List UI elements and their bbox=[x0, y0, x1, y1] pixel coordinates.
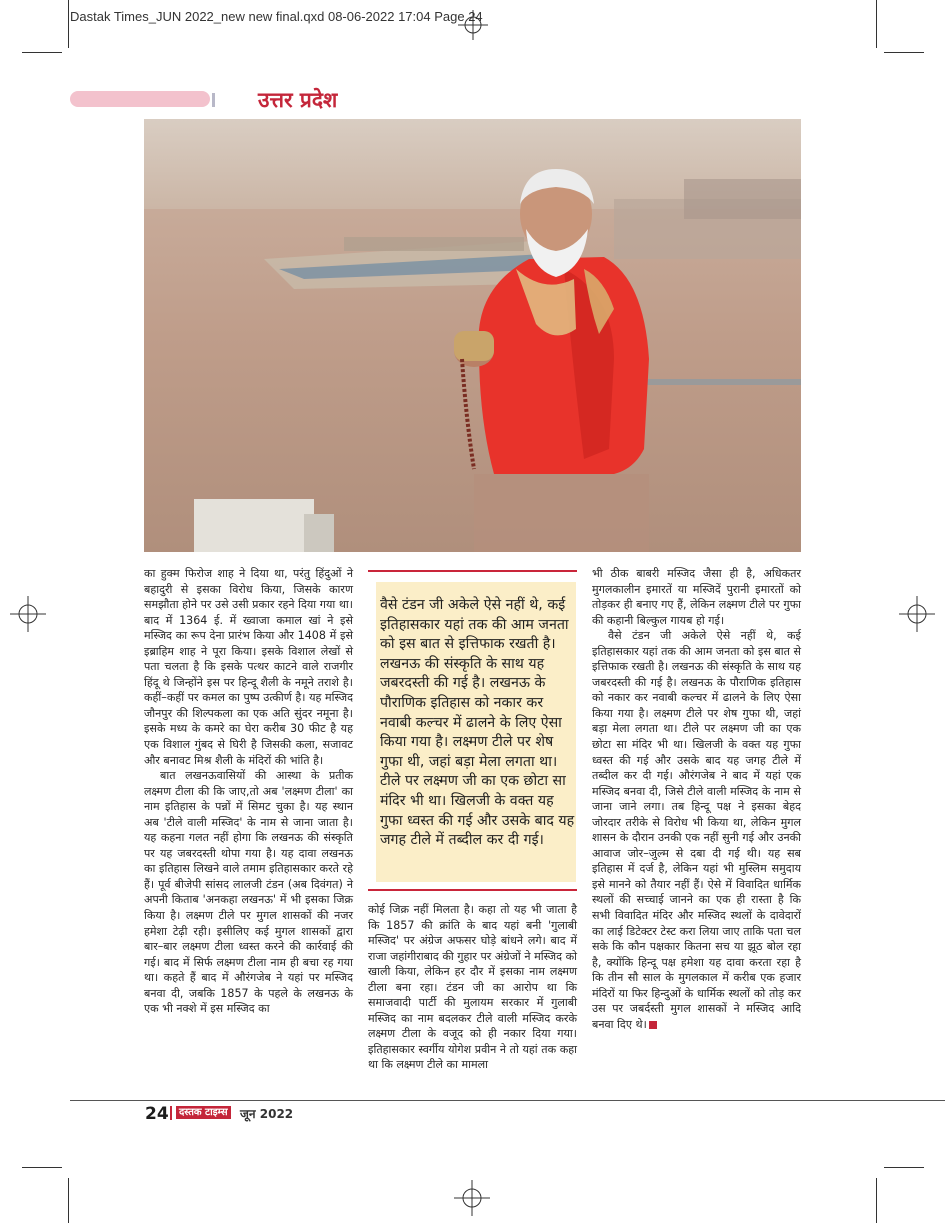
photo-icon bbox=[144, 119, 801, 552]
footer-divider bbox=[170, 1106, 172, 1120]
closing-paragraph-text: वैसे टंडन जी अकेले ऐसे नहीं थे, कई इतिहासकार यहां तक की आम जनता को इस बात से इत्तिफाक रखती है। लखनऊ की संस्कृति के साथ यह जबरदस्ती की गई है। लखनऊ के पौराणिक इतिहास को नकार कर नवाबी कल्चर में ढालने के लिए ऐसा किया गया है। लक्ष्मण टीले पर शेष गुफा थी, जहां बड़ा मेला लगता था। टीले पर लक्ष्मण जी का एक छोटा सा मंदिर भी था। खिलजी के वक्त यह गुफा ध्वस्त की गई और उसके बाद यह जगह टीले में तब्दील कर दी गई। औरंगजेब ने बाद में यहां एक मस्जिद बनवा दी, जिसे टीले वाली मस्जिद के नाम से जाना जाने लगा। तब हिन्दू पक्ष ने इसका बेहद जोरदार तरीके से विरोध भी किया था, लेकिन मुगल शासन के दौरान उनकी एक नहीं सुनी गई और उनकी आवाज जोर–जुल्म से दबा दी गई थी। यह सब इतिहास में दर्ज है, लेकिन यहां भी मुस्लिम समुदाय इसे मानने को तैयार नहीं हैं। ऐसे में विवादित धार्मिक स्थलों की सच्चाई जानने का एक ही रास्ता है कि सभी विवादित मंदिर और मस्जिद स्थलों के दावेदारों का लाई डिटेक्टर टेस्ट करा लिया जाए ताकि पता चल सके कि कौन पक्षकार कितना सच या झूठ बोल रहा है, क्योंकि हिन्दू पक्ष हमेशा यह दावा करता रहा है कि तीन सौ साल के मुगलकाल में करीब एक हजार मंदिरों या फिर हिन्दुओं के धार्मिक स्थलों को तोड़ कर उस पर जबर्दस्ती मुगल शासकों ने मस्जिद आदि बनवा दिए थे। bbox=[592, 629, 801, 1031]
article-column-left bbox=[144, 566, 353, 1017]
section-separator bbox=[212, 93, 215, 107]
pullquote-rule-bottom bbox=[368, 889, 577, 891]
pullquote-text: वैसे टंडन जी अकेले ऐसे नहीं थे, कई इतिहासकार यहां तक की आम जनता को इस बात से इत्तिफाक रखती है। लखनऊ की संस्कृति के साथ यह जबरदस्ती की गई है। लखनऊ के पौराणिक इतिहास को नकार कर नवाबी कल्चर में ढालने के लिए ऐसा किया गया है। लक्ष्मण टीले पर शेष गुफा थी, जहां बड़ा मेला लगता था। टीले पर लक्ष्मण जी का एक छोटा सा मंदिर भी था। खिलजी के वक्त यह गुफा ध्वस्त की गई और उसके बाद यह जगह टीले में तब्दील कर दी गई। bbox=[380, 597, 575, 849]
article-column-middle bbox=[368, 902, 577, 1073]
page-number: 24 bbox=[145, 1104, 169, 1124]
end-mark-icon bbox=[649, 1021, 657, 1029]
pullquote-rule-top bbox=[368, 570, 577, 572]
article-column-right bbox=[592, 566, 801, 1032]
paragraph: कोई जिक्र नहीं मिलता है। कहा तो यह भी जाता है कि 1857 की क्रांति के बाद यहां बनी 'गुलाबी मस्जिद' पर अंग्रेज अफसर घोड़े बांधने लगे। बाद में राजा जहांगीराबाद की गुहार पर अंग्रेजों ने मस्जिद को खाली किया, लेकिन हर दौर में इसका नाम लक्ष्मण टीला बना रहा। टंडन जी का आरोप था कि समाजवादी पार्टी की मुलायम सरकार में गुलाबी मस्जिद का नाम बदलकर टीले वाली मस्जिद करके लक्ष्मण टीला के वजूद को ही नकार दिया गया। इतिहासकार स्वर्गीय योगेश प्रवीन ने तो यहां तक कहा था कि लक्ष्मण टीले का मामला bbox=[368, 903, 577, 1072]
issue-date: जून 2022 bbox=[240, 1107, 294, 1121]
footer-rule bbox=[70, 1100, 945, 1101]
paragraph bbox=[592, 628, 801, 1032]
magazine-logo: दस्तक टाइम्स bbox=[176, 1106, 231, 1119]
section-title: उत्तर प्रदेश bbox=[258, 88, 338, 112]
registration-mark-icon bbox=[454, 1180, 490, 1216]
registration-mark-icon bbox=[458, 10, 488, 40]
printer-slug: Dastak Times_JUN 2022_new new final.qxd 08-06-2022 17:04 Page 24 bbox=[70, 9, 483, 24]
paragraph: भी ठीक बाबरी मस्जिद जैसा ही है, अधिकतर मुगलकालीन इमारतें या मस्जिदें पुरानी इमारतों को तोड़कर ही बनाए गए हैं, लेकिन लक्ष्मण टीले पर गुफा की कहानी बिल्कुल गायब हो गई। bbox=[592, 567, 801, 627]
section-color-bar bbox=[70, 91, 210, 107]
paragraph: का हुक्म फिरोज शाह ने दिया था, परंतु हिंदुओं ने बहादुरी से इसका विरोध किया, जिसके कारण समझौता होने पर उसे उसी प्रकार रहने दिया गया था। बाद में 1364 ई. में ख्वाजा कमाल खां ने इसे मस्जिद का रूप देना प्रारंभ किया और 1408 में इसे इब्राहिम शाह ने पूरा किया। इसके विशाल लेखों से पता चलता है कि इसके पत्थर काटने वाले राजगीर हिंदू थे जिन्होंने इस पर हिन्दू शैली के नमूने तराशे है। कहीं–कहीं पर कमल का पुष्प उत्कीर्ण है। यह मस्जिद जौनपुर की शिल्पकला का एक अति सुंदर नमूना है। इसके मध्य के कमरे का घेरा करीब 30 फीट है यह एक विशाल गुंबद से घिरी है जिसकी कला, सजावट और बनावट मिश्र शैली के मंदिरों की भांति है। bbox=[144, 567, 353, 767]
registration-mark-icon bbox=[899, 596, 935, 632]
paragraph: बात लखनऊवासियों की आस्था के प्रतीक लक्ष्मण टीला की कि जाए,तो अब 'लक्ष्मण टीला' का नाम इतिहास के पन्नों में सिमट चुका है। यह स्थान अब 'टीले वाली मस्जिद' के नाम से जाना जाता है। यह कहना गलत नहीं होगा कि लखनऊ की संस्कृति पर यह जबरदस्ती थोपा गया है। यह दावा लखनऊ का इतिहास लिखने वाले तमाम इतिहासकार करते रहे हैं। पूर्व बीजेपी सांसद लालजी टंडन (अब दिवंगत) ने अपनी किताब 'अनकहा लखनऊ' में भी इसका जिक्र किया है। लक्ष्मण टीले पर मुगल शासकों की नजर हमेशा टेढ़ी रही। इसीलिए कई मुगल शासकों द्वारा बार–बार लक्ष्मण टीला ध्वस्त करने की कार्रवाई की गई। बाद में सिर्फ लक्ष्मण टीला नाम ही बचा रह गया था। कहते हैं बाद में औरंगजेब ने यहां पर मस्जिद बनवा दी, जबकि 1857 के पहले के लखनऊ के एक भी नक्शे में इस मस्जिद का bbox=[144, 769, 353, 1016]
registration-mark-icon bbox=[10, 596, 46, 632]
article-photo bbox=[144, 119, 801, 552]
